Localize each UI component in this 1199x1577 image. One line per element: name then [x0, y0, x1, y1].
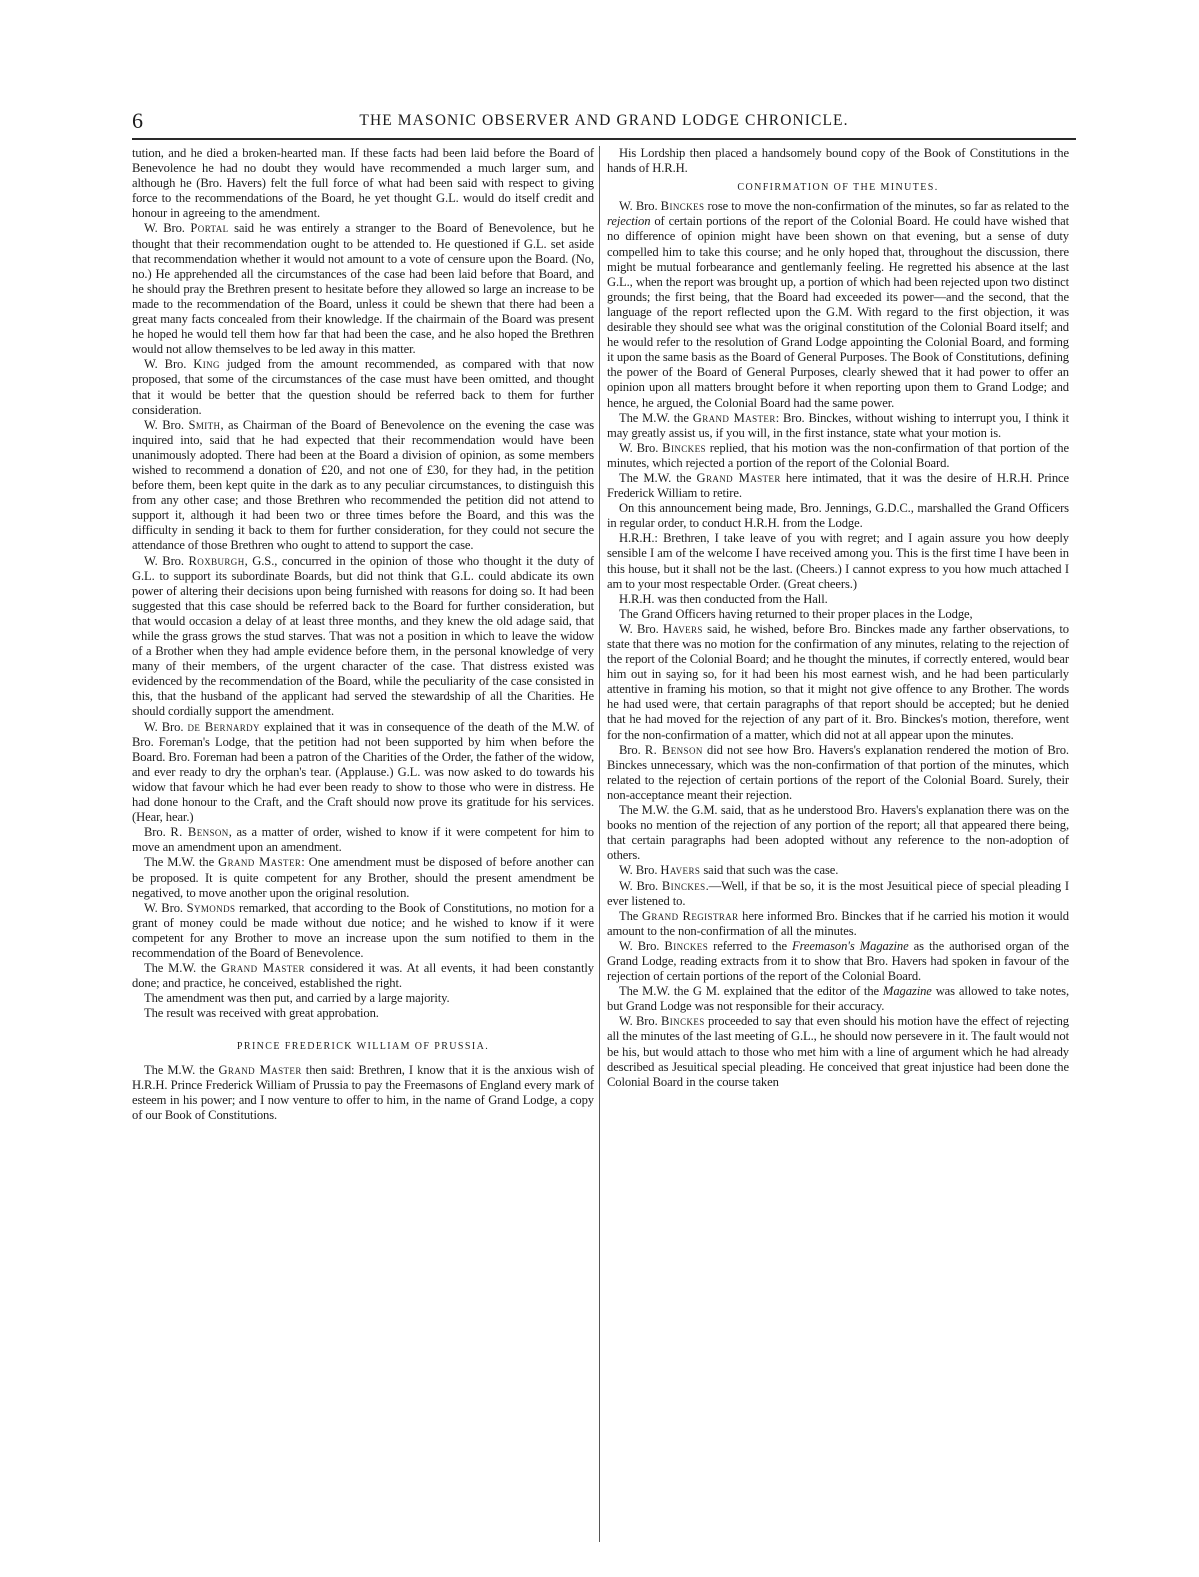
- speaker-name: Grand Registrar: [641, 908, 739, 923]
- paragraph: The Grand Registrar here informed Bro. Binckes that if he carried his motion it would amount to the non-confirmation of all the minutes.: [607, 908, 1069, 938]
- paragraph: W. Bro. Portal said he was entirely a stranger to the Board of Benevolence, but he thought that their recommendation ought to be attended to. He questioned if G.L. set aside that recommendation whether it would not amount to a vote of censure upon the Board. (No, no.) He apprehended all the circumstances of the case had been laid before that Board, and he should pray the Brethren present to hesitate before they allowed so large an increase to be made to the recommendation of the Board, unless it could be shewn that there had been a great many facts concealed from their knowledge. If the chairmain of the Board was present he hoped he would tell them how far that had been the case, and he also hoped the Brethren would not allow themselves to be led away in this matter.: [132, 221, 594, 357]
- paragraph: W. Bro. Binckes proceeded to say that even should his motion have the effect of rejecting all the minutes of the last meeting of G.L., he should now persevere in it. The fault would not be his, but would attach to those who met him with a line of argument which he had already described as Jesuitical special pleading. He conceived that great injustice had been done the Colonial Board in the course taken: [607, 1014, 1069, 1089]
- paragraph: H.R.H.: Brethren, I take leave of you with regret; and I again assure you how deeply sensible I am of the welcome I have received among you. This is the first time I have been in this house, but it shall not be the last. (Cheers.) I cannot express to you how much attached I am to your most respectable Order. (Great cheers.): [607, 531, 1069, 591]
- speaker-name: Binckes: [664, 938, 709, 953]
- paragraph: W. Bro. de Bernardy explained that it was in consequence of the death of the M.W. of Bro. Foreman's Lodge, that the petition had not been supported by him when before the Board. Bro. Foreman had been a patron of the Charities of the Order, the father of the widow, and ever ready to dry the orphan's tear. (Applause.) G.L. was now asked to do towards his widow that favour which he had ever been ready to show to those who were in distress. He had done honour to the Craft, and the Craft should now prove its gratitude for his services. (Hear, hear.): [132, 719, 594, 825]
- speaker-name: Havers: [660, 863, 701, 878]
- left-column: [132, 146, 594, 1123]
- speaker-name: Grand Master: [696, 470, 781, 485]
- paragraph: On this announcement being made, Bro. Jennings, G.D.C., marshalled the Grand Officers in regular order, to conduct H.R.H. from the Lodge.: [607, 501, 1069, 531]
- paragraph: W. Bro. Smith, as Chairman of the Board of Benevolence on the evening the case was inquired into, said that he had expected that their recommendation would have been unanimously adopted. There had been at the Board a division of opinion, as some members wished to recommend a donation of £20, and not one of £30, for they had, in the petition before them, been kept quite in the dark as to any peculiar circumstances, to distinguish this from any other case; and those Brethren who recommended the petition did not attend to support it, although it had been two or three times before the Board, and this was the difficulty in sending it back to them for further consideration, for they could not secure the attendance of those Brethren who ought to attend to support the case.: [132, 417, 595, 553]
- paragraph: Bro. R. Benson did not see how Bro. Havers's explanation rendered the motion of Bro. Binckes unnecessary, which was the non-confirmation of that portion of the minutes, which related to the rejection of certain portions of the report of the Colonial Board. Surely, their non-acceptance meant their rejection.: [607, 742, 1069, 802]
- page-number: 6: [132, 108, 143, 133]
- speaker-name: Portal: [190, 221, 229, 236]
- paragraph: The amendment was then put, and carried by a large majority.: [144, 991, 450, 1006]
- speaker-name: Grand Master: [218, 1062, 302, 1077]
- speaker-name: Grand Master: [218, 855, 302, 870]
- paragraph: The M.W. the G M. explained that the editor of the Magazine was allowed to take notes, but Grand Lodge was not responsible for their accuracy.: [607, 984, 1070, 1014]
- paragraph: Bro. R. Benson, as a matter of order, wished to know if it were competent for him to move an amendment upon an amendment.: [132, 825, 594, 855]
- running-title: THE MASONIC OBSERVER AND GRAND LODGE CHRONICLE.: [359, 112, 849, 129]
- paragraph: The M.W. the Grand Master: Bro. Binckes, without wishing to interrupt you, I think it may greatly assist us, if you will, in the first instance, state what your motion is.: [607, 410, 1069, 440]
- section-heading: CONFIRMATION OF THE MINUTES.: [737, 182, 939, 194]
- speaker-name: R. Benson: [644, 742, 703, 757]
- page-header: [132, 108, 1076, 134]
- paragraph: W. Bro. Binckes replied, that his motion was the non-confirmation of that portion of the minutes, which rejected a portion of the report of the Colonial Board.: [607, 440, 1069, 470]
- paragraph: The Grand Officers having returned to their proper places in the Lodge,: [619, 606, 973, 621]
- paragraph: His Lordship then placed a handsomely bound copy of the Book of Constitutions in the hands of H.R.H.: [607, 146, 1069, 176]
- speaker-name: R. Benson: [170, 825, 229, 840]
- speaker-name: Roxburgh: [188, 553, 245, 568]
- paragraph: W. Bro. Havers said, he wished, before Bro. Binckes made any farther observations, to state that there was no motion for the confirmation of any minutes, relating to the rejection of the report of the Colonial Board; and he thought the minutes, if correctly entered, would bear him out in saying so, for it had been his most earnest wish, and he had been particularly attentive in framing his motion, so that it might not give offence to any Brother. The words he had used were, that certain paragraphs of that report should be accepted; but he denied that he had moved for the rejection of any part of it. Bro. Binckes's motion, therefore, went for the non-confirmation of a matter, which did not at all appear upon the minutes.: [607, 621, 1069, 742]
- paragraph: W. Bro. Roxburgh, G.S., concurred in the opinion of those who thought it the duty of G.L. to support its subordinate Boards, but did not think that G.L. could abdicate its own power of altering their decisions upon being furnished with reasons for doing so. It had been suggested that this case should be referred back to the Board for further consideration, but that would occasion a delay of at least three months, and they knew the old adage said, that while the grass grows the stud starves. That was not a position in which to leave the widow of a Brother when they had ample evidence before them, in the personal knowledge of very many of their members, of the urgent character of the case. That distress existed was evidenced by the recommendation of the Board, while the peculiarity of the case consisted in this, that the husband of the applicant had served the stewardship of all the Charities. He should cordially support the amendment.: [132, 553, 594, 719]
- paragraph: W. Bro. Symonds remarked, that according to the Book of Constitutions, no motion for a grant of money could be made without due notice; and he wished to know if it were competent for any Brother to move an increase upon the sum notified to them in the recommendation of the Board of Benevolence.: [132, 900, 594, 960]
- speaker-name: Smith: [188, 417, 221, 432]
- speaker-name: King: [193, 357, 220, 372]
- header-rule: [132, 138, 1076, 140]
- speaker-name: Grand Master: [220, 961, 305, 976]
- paragraph: H.R.H. was then conducted from the Hall.: [619, 591, 828, 606]
- paragraph: W. Bro. Binckes.—Well, if that be so, it is the most Jesuitical piece of special pleading I ever listened to.: [607, 878, 1069, 908]
- paragraph: The M.W. the Grand Master then said: Brethren, I know that it is the anxious wish of H.R.H. Prince Frederick William of Prussia to pay the Freemasons of England every mark of esteem in his power; and I now venture to offer to him, in the name of Grand Lodge, a copy of our Book of Constitutions.: [132, 1062, 594, 1122]
- speaker-name: Binckes: [662, 440, 706, 455]
- speaker-name: de Bernardy: [187, 719, 260, 734]
- paragraph: W. Bro. King judged from the amount recommended, as compared with that now proposed, that some of the circumstances of the case must have been omitted, and thought that it would be better that the question should be referred back to them for further consideration.: [132, 357, 594, 417]
- speaker-name: Binckes: [661, 878, 706, 893]
- paragraph: tution, and he died a broken-hearted man. If these facts had been laid before the Board of Benevolence he had no doubt they would have recommended a much larger sum, and although he (Bro. Havers) felt the full force of what had been said with respect to giving force to the recommendations of the Board, he yet thought G.L. would do itself credit and honour in agreeing to the amendment.: [132, 146, 594, 221]
- paragraph: The M.W. the Grand Master: One amendment must be disposed of before another can be proposed. It is quite competent for any Brother, should the present amendment be negatived, to move another upon the original resolution.: [132, 855, 595, 900]
- speaker-name: Symonds: [186, 900, 236, 915]
- paragraph: W. Bro. Binckes rose to move the non-confirmation of the minutes, so far as related to the rejection of certain portions of the report of the Colonial Board. He could have wished that no difference of opinion might have been shown on that evening, but a sense of duty compelled him to take this course; and he only hoped that, throughout the discussion, there might be mutual forbearance and gentlemanly feeling. He regretted his absence at the last G.L., when the report was brought up, a portion of which had been rejected upon two distinct grounds; the first being, that the Board had exceeded its power—and the second, that the language of the report reflected upon the G.M. With regard to the first objection, it was desirable they should see what was the original constitution of the Colonial Board itself; and he would refer to the resolution of Grand Lodge appointing the Colonial Board, and forming it upon the same basis as the Board of General Purposes. The Book of Constitutions, defining the power of the Board of General Purposes, clearly shewed that it had power to offer an opinion upon all matters brought before it when reporting upon them to Grand Lodge; and hence, he argued, the Colonial Board had the same power.: [607, 199, 1069, 410]
- paragraph: W. Bro. Binckes referred to the Freemason's Magazine as the authorised organ of the Grand Lodge, reading extracts from it to show that Bro. Havers had spoken in favour of the rejection of certain portions of the report of the Colonial Board.: [607, 938, 1070, 984]
- paragraph: The result was received with great approbation.: [144, 1006, 379, 1021]
- speaker-name: Grand Master: [692, 410, 776, 425]
- right-column: [607, 146, 1069, 1090]
- column-divider: [599, 146, 600, 1542]
- paragraph: W. Bro. Havers said that such was the case.: [619, 863, 839, 878]
- paragraph: The M.W. the G.M. said, that as he understood Bro. Havers's explanation there was on the books no mention of the rejection of any portion of the report; all that appeared there being, that certain paragraphs had been adopted without any reference to the non-adoption of others.: [607, 803, 1069, 863]
- speaker-name: Havers: [662, 621, 703, 636]
- paragraph: The M.W. the Grand Master here intimated, that it was the desire of H.R.H. Prince Frederick William to retire.: [607, 470, 1070, 501]
- speaker-name: Binckes: [660, 1014, 705, 1029]
- paragraph: The M.W. the Grand Master considered it was. At all events, it had been constantly done; and practice, he conceived, established the right.: [132, 961, 594, 991]
- speaker-name: Binckes: [660, 199, 705, 214]
- section-heading: PRINCE FREDERICK WILLIAM OF PRUSSIA.: [236, 1041, 490, 1053]
